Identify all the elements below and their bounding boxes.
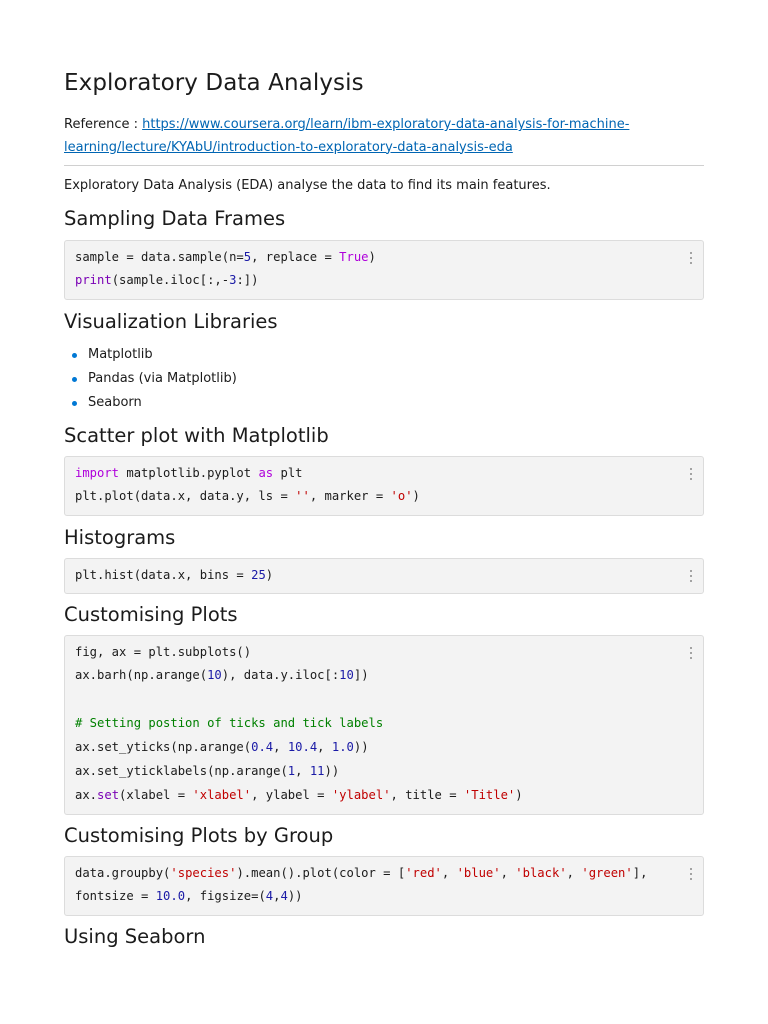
list-item: Seaborn: [64, 391, 237, 415]
code-line: plt.hist(data.x, bins = 25): [75, 568, 274, 582]
reference-label: Reference :: [64, 117, 143, 132]
code-line: plt.plot(data.x, data.y, ls = '', marker = 'o'): [75, 489, 420, 503]
code-line: fig, ax = plt.subplots(): [75, 645, 252, 659]
heading-histograms: Histograms: [64, 526, 176, 549]
reference-link[interactable]: https://www.coursera.org/learn/ibm-exploratory-data-analysis-for-machine- learning/lecture/KYAbU/introduction-to-exploratory-data-analysis-eda: [64, 117, 630, 155]
libraries-list: [64, 343, 237, 415]
list-item: Matplotlib: [64, 343, 237, 367]
heading-customising-group: Customising Plots by Group: [64, 824, 334, 847]
list-item: Pandas (via Matplotlib): [64, 367, 237, 391]
more-options-icon[interactable]: [689, 570, 692, 582]
code-line: print(sample.iloc[:,-3:]): [75, 273, 259, 287]
reference-line: [64, 114, 704, 159]
intro-paragraph: Exploratory Data Analysis (EDA) analyse the data to find its main features.: [64, 178, 551, 193]
divider: [64, 165, 704, 166]
code-line: data.groupby('species').mean().plot(color = ['red', 'blue', 'black', 'green'],: [75, 866, 648, 880]
code-line: ax.set(xlabel = 'xlabel', ylabel = 'ylabel', title = 'Title'): [75, 788, 523, 802]
more-options-icon[interactable]: [689, 647, 692, 659]
heading-seaborn: Using Seaborn: [64, 925, 206, 948]
code-line: import matplotlib.pyplot as plt: [75, 466, 303, 480]
heading-sampling: Sampling Data Frames: [64, 207, 286, 230]
code-cell-sampling[interactable]: [64, 240, 704, 300]
code-cell-histograms[interactable]: [64, 558, 704, 594]
code-cell-scatter[interactable]: [64, 456, 704, 516]
more-options-icon[interactable]: [689, 468, 692, 480]
heading-scatter: Scatter plot with Matplotlib: [64, 424, 329, 447]
code-line: ax.set_yticks(np.arange(0.4, 10.4, 1.0)): [75, 740, 369, 754]
code-line: fontsize = 10.0, figsize=(4,4)): [75, 889, 303, 903]
more-options-icon[interactable]: [689, 868, 692, 880]
code-cell-customising-group[interactable]: [64, 856, 704, 916]
heading-viz-libraries: Visualization Libraries: [64, 310, 278, 333]
code-line: ax.barh(np.arange(10), data.y.iloc[:10]): [75, 668, 369, 682]
code-line: ax.set_yticklabels(np.arange(1, 11)): [75, 764, 340, 778]
heading-customising: Customising Plots: [64, 603, 238, 626]
more-options-icon[interactable]: [689, 252, 692, 264]
page-title: Exploratory Data Analysis: [64, 70, 364, 96]
code-cell-customising[interactable]: [64, 635, 704, 815]
code-line: sample = data.sample(n=5, replace = True): [75, 250, 376, 264]
code-line: # Setting postion of ticks and tick labels: [75, 716, 384, 730]
